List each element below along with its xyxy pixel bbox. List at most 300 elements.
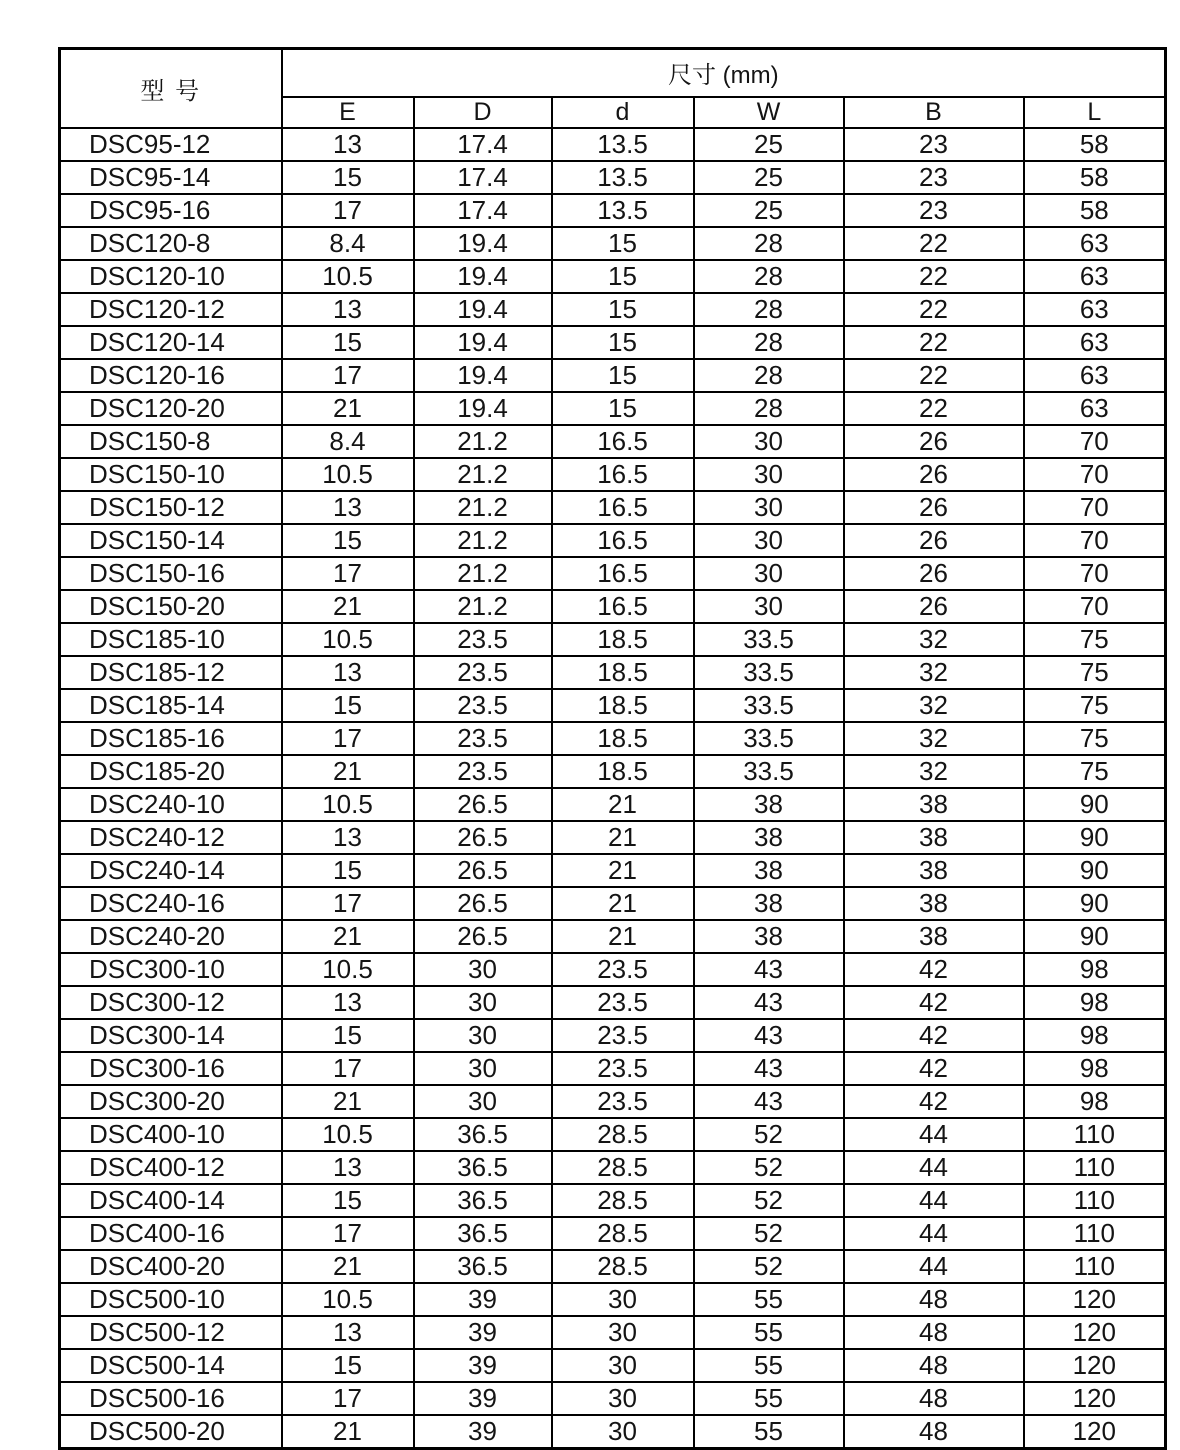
value-cell: 19.4: [414, 260, 552, 293]
value-cell: 44: [844, 1151, 1024, 1184]
table-row: [60, 1415, 1166, 1449]
table-row: [60, 1250, 1166, 1283]
value-cell: 42: [844, 953, 1024, 986]
value-cell: 21: [552, 887, 694, 920]
value-cell: 22: [844, 359, 1024, 392]
table-row: [60, 656, 1166, 689]
value-cell: 17.4: [414, 194, 552, 227]
value-cell: 13: [282, 1316, 414, 1349]
value-cell: 18.5: [552, 689, 694, 722]
value-cell: 43: [694, 986, 844, 1019]
table-row: [60, 1019, 1166, 1052]
value-cell: 30: [414, 986, 552, 1019]
model-cell: DSC120-12: [60, 293, 282, 326]
model-cell: DSC400-20: [60, 1250, 282, 1283]
value-cell: 38: [844, 887, 1024, 920]
value-cell: 10.5: [282, 458, 414, 491]
value-cell: 30: [552, 1349, 694, 1382]
value-cell: 23.5: [414, 689, 552, 722]
value-cell: 38: [694, 920, 844, 953]
table-row: [60, 887, 1166, 920]
value-cell: 21: [282, 1415, 414, 1449]
table-row: [60, 1217, 1166, 1250]
value-cell: 120: [1024, 1316, 1166, 1349]
model-cell: DSC95-14: [60, 161, 282, 194]
value-cell: 10.5: [282, 788, 414, 821]
value-cell: 32: [844, 656, 1024, 689]
value-cell: 23: [844, 128, 1024, 161]
value-cell: 17.4: [414, 161, 552, 194]
value-cell: 22: [844, 293, 1024, 326]
value-cell: 70: [1024, 425, 1166, 458]
value-cell: 30: [694, 425, 844, 458]
model-cell: DSC300-10: [60, 953, 282, 986]
value-cell: 26: [844, 524, 1024, 557]
value-cell: 110: [1024, 1184, 1166, 1217]
table-header: [60, 49, 1166, 128]
value-cell: 15: [552, 359, 694, 392]
value-cell: 52: [694, 1151, 844, 1184]
model-cell: DSC400-10: [60, 1118, 282, 1151]
value-cell: 21: [282, 392, 414, 425]
table-row: [60, 854, 1166, 887]
table-row: [60, 392, 1166, 425]
value-cell: 120: [1024, 1382, 1166, 1415]
table-row: [60, 491, 1166, 524]
model-cell: DSC240-12: [60, 821, 282, 854]
dimension-column-header-E: E: [282, 97, 414, 128]
model-cell: DSC150-12: [60, 491, 282, 524]
value-cell: 55: [694, 1382, 844, 1415]
value-cell: 98: [1024, 1085, 1166, 1118]
table-row: [60, 293, 1166, 326]
value-cell: 10.5: [282, 623, 414, 656]
value-cell: 19.4: [414, 359, 552, 392]
table-row: [60, 623, 1166, 656]
value-cell: 90: [1024, 788, 1166, 821]
value-cell: 13: [282, 128, 414, 161]
value-cell: 22: [844, 227, 1024, 260]
value-cell: 52: [694, 1184, 844, 1217]
table-row: [60, 128, 1166, 161]
value-cell: 13: [282, 293, 414, 326]
model-cell: DSC185-12: [60, 656, 282, 689]
value-cell: 32: [844, 689, 1024, 722]
value-cell: 23.5: [414, 623, 552, 656]
value-cell: 19.4: [414, 326, 552, 359]
value-cell: 75: [1024, 722, 1166, 755]
value-cell: 30: [694, 491, 844, 524]
value-cell: 30: [694, 590, 844, 623]
value-cell: 17: [282, 1382, 414, 1415]
value-cell: 33.5: [694, 722, 844, 755]
value-cell: 25: [694, 161, 844, 194]
table-row: [60, 755, 1166, 788]
value-cell: 38: [844, 821, 1024, 854]
value-cell: 52: [694, 1217, 844, 1250]
model-cell: DSC150-8: [60, 425, 282, 458]
model-cell: DSC95-16: [60, 194, 282, 227]
value-cell: 26: [844, 425, 1024, 458]
value-cell: 55: [694, 1349, 844, 1382]
model-cell: DSC300-20: [60, 1085, 282, 1118]
value-cell: 38: [844, 920, 1024, 953]
value-cell: 15: [282, 524, 414, 557]
value-cell: 22: [844, 260, 1024, 293]
table-row: [60, 1349, 1166, 1382]
value-cell: 33.5: [694, 689, 844, 722]
model-cell: DSC150-20: [60, 590, 282, 623]
value-cell: 16.5: [552, 425, 694, 458]
value-cell: 21: [552, 821, 694, 854]
value-cell: 110: [1024, 1250, 1166, 1283]
value-cell: 43: [694, 953, 844, 986]
value-cell: 30: [414, 1085, 552, 1118]
value-cell: 38: [694, 887, 844, 920]
model-cell: DSC120-14: [60, 326, 282, 359]
model-cell: DSC185-20: [60, 755, 282, 788]
table-row: [60, 524, 1166, 557]
value-cell: 15: [282, 689, 414, 722]
value-cell: 15: [282, 161, 414, 194]
value-cell: 15: [552, 326, 694, 359]
value-cell: 23.5: [552, 1019, 694, 1052]
value-cell: 28: [694, 326, 844, 359]
value-cell: 30: [414, 1052, 552, 1085]
model-cell: DSC500-14: [60, 1349, 282, 1382]
value-cell: 30: [694, 557, 844, 590]
table-row: [60, 227, 1166, 260]
value-cell: 110: [1024, 1118, 1166, 1151]
value-cell: 98: [1024, 953, 1166, 986]
model-cell: DSC120-8: [60, 227, 282, 260]
value-cell: 30: [552, 1283, 694, 1316]
model-cell: DSC500-10: [60, 1283, 282, 1316]
value-cell: 15: [282, 1349, 414, 1382]
value-cell: 48: [844, 1316, 1024, 1349]
value-cell: 90: [1024, 920, 1166, 953]
value-cell: 33.5: [694, 623, 844, 656]
table-row: [60, 260, 1166, 293]
value-cell: 26.5: [414, 821, 552, 854]
value-cell: 63: [1024, 260, 1166, 293]
value-cell: 25: [694, 194, 844, 227]
value-cell: 30: [414, 953, 552, 986]
value-cell: 13: [282, 821, 414, 854]
dimension-column-header-d: d: [552, 97, 694, 128]
value-cell: 48: [844, 1382, 1024, 1415]
value-cell: 55: [694, 1415, 844, 1449]
value-cell: 21: [552, 920, 694, 953]
table-row: [60, 1151, 1166, 1184]
value-cell: 38: [694, 788, 844, 821]
value-cell: 16.5: [552, 458, 694, 491]
table-row: [60, 326, 1166, 359]
value-cell: 26: [844, 458, 1024, 491]
table-row: [60, 1283, 1166, 1316]
value-cell: 22: [844, 392, 1024, 425]
table-row: [60, 821, 1166, 854]
value-cell: 13.5: [552, 194, 694, 227]
table-row: [60, 1184, 1166, 1217]
value-cell: 63: [1024, 293, 1166, 326]
value-cell: 13.5: [552, 128, 694, 161]
table-row: [60, 1316, 1166, 1349]
value-cell: 33.5: [694, 755, 844, 788]
table-row: [60, 788, 1166, 821]
value-cell: 43: [694, 1019, 844, 1052]
value-cell: 17: [282, 1217, 414, 1250]
value-cell: 28.5: [552, 1151, 694, 1184]
value-cell: 13: [282, 1151, 414, 1184]
model-column-header: 型 号: [60, 49, 282, 128]
value-cell: 36.5: [414, 1118, 552, 1151]
value-cell: 26: [844, 557, 1024, 590]
model-cell: DSC300-16: [60, 1052, 282, 1085]
value-cell: 63: [1024, 359, 1166, 392]
value-cell: 48: [844, 1283, 1024, 1316]
value-cell: 21.2: [414, 524, 552, 557]
value-cell: 26: [844, 590, 1024, 623]
value-cell: 18.5: [552, 656, 694, 689]
value-cell: 70: [1024, 590, 1166, 623]
value-cell: 21: [282, 1085, 414, 1118]
value-cell: 17: [282, 194, 414, 227]
value-cell: 28: [694, 392, 844, 425]
dimensions-group-header: 尺寸 (mm): [282, 49, 1166, 97]
value-cell: 21: [282, 1250, 414, 1283]
table-row: [60, 359, 1166, 392]
model-cell: DSC240-20: [60, 920, 282, 953]
value-cell: 70: [1024, 491, 1166, 524]
table-row: [60, 194, 1166, 227]
value-cell: 36.5: [414, 1217, 552, 1250]
value-cell: 26.5: [414, 788, 552, 821]
table-row: [60, 425, 1166, 458]
value-cell: 15: [282, 326, 414, 359]
value-cell: 42: [844, 986, 1024, 1019]
model-cell: DSC300-12: [60, 986, 282, 1019]
table-row: [60, 722, 1166, 755]
value-cell: 15: [282, 1019, 414, 1052]
model-cell: DSC120-10: [60, 260, 282, 293]
model-cell: DSC150-14: [60, 524, 282, 557]
value-cell: 98: [1024, 1019, 1166, 1052]
value-cell: 10.5: [282, 260, 414, 293]
value-cell: 63: [1024, 392, 1166, 425]
table-row: [60, 1085, 1166, 1118]
value-cell: 26.5: [414, 920, 552, 953]
value-cell: 19.4: [414, 293, 552, 326]
value-cell: 75: [1024, 656, 1166, 689]
value-cell: 32: [844, 722, 1024, 755]
value-cell: 42: [844, 1019, 1024, 1052]
value-cell: 15: [282, 854, 414, 887]
table-row: [60, 557, 1166, 590]
value-cell: 58: [1024, 161, 1166, 194]
value-cell: 28: [694, 260, 844, 293]
value-cell: 55: [694, 1283, 844, 1316]
model-cell: DSC400-16: [60, 1217, 282, 1250]
value-cell: 75: [1024, 623, 1166, 656]
value-cell: 23.5: [414, 755, 552, 788]
table-row: [60, 689, 1166, 722]
value-cell: 90: [1024, 887, 1166, 920]
value-cell: 38: [694, 854, 844, 887]
value-cell: 21: [552, 854, 694, 887]
value-cell: 17: [282, 557, 414, 590]
value-cell: 26: [844, 491, 1024, 524]
value-cell: 18.5: [552, 755, 694, 788]
value-cell: 30: [414, 1019, 552, 1052]
dimension-column-header-W: W: [694, 97, 844, 128]
value-cell: 17: [282, 887, 414, 920]
value-cell: 17: [282, 359, 414, 392]
value-cell: 32: [844, 755, 1024, 788]
value-cell: 43: [694, 1085, 844, 1118]
value-cell: 36.5: [414, 1151, 552, 1184]
value-cell: 19.4: [414, 227, 552, 260]
value-cell: 23.5: [552, 1052, 694, 1085]
value-cell: 30: [694, 524, 844, 557]
value-cell: 21: [282, 590, 414, 623]
value-cell: 39: [414, 1316, 552, 1349]
value-cell: 32: [844, 623, 1024, 656]
model-cell: DSC240-16: [60, 887, 282, 920]
value-cell: 23: [844, 161, 1024, 194]
table-row: [60, 1118, 1166, 1151]
value-cell: 44: [844, 1118, 1024, 1151]
value-cell: 42: [844, 1085, 1024, 1118]
value-cell: 110: [1024, 1151, 1166, 1184]
model-cell: DSC300-14: [60, 1019, 282, 1052]
value-cell: 10.5: [282, 953, 414, 986]
value-cell: 33.5: [694, 656, 844, 689]
value-cell: 98: [1024, 986, 1166, 1019]
value-cell: 10.5: [282, 1283, 414, 1316]
value-cell: 38: [694, 821, 844, 854]
value-cell: 75: [1024, 755, 1166, 788]
value-cell: 8.4: [282, 227, 414, 260]
value-cell: 13: [282, 491, 414, 524]
value-cell: 63: [1024, 326, 1166, 359]
model-cell: DSC500-16: [60, 1382, 282, 1415]
value-cell: 18.5: [552, 623, 694, 656]
value-cell: 28.5: [552, 1118, 694, 1151]
value-cell: 21.2: [414, 425, 552, 458]
value-cell: 28: [694, 359, 844, 392]
value-cell: 90: [1024, 821, 1166, 854]
value-cell: 21: [282, 920, 414, 953]
value-cell: 22: [844, 326, 1024, 359]
value-cell: 44: [844, 1217, 1024, 1250]
value-cell: 39: [414, 1382, 552, 1415]
dimension-column-header-D: D: [414, 97, 552, 128]
table-body: [60, 128, 1166, 1449]
table-row: [60, 1052, 1166, 1085]
table-row: [60, 458, 1166, 491]
model-cell: DSC120-20: [60, 392, 282, 425]
value-cell: 39: [414, 1349, 552, 1382]
value-cell: 16.5: [552, 524, 694, 557]
value-cell: 28.5: [552, 1250, 694, 1283]
value-cell: 23.5: [414, 656, 552, 689]
model-cell: DSC150-10: [60, 458, 282, 491]
table-row: [60, 161, 1166, 194]
value-cell: 30: [552, 1316, 694, 1349]
value-cell: 44: [844, 1184, 1024, 1217]
value-cell: 38: [844, 788, 1024, 821]
value-cell: 98: [1024, 1052, 1166, 1085]
value-cell: 15: [552, 392, 694, 425]
value-cell: 90: [1024, 854, 1166, 887]
value-cell: 23.5: [552, 986, 694, 1019]
value-cell: 21.2: [414, 590, 552, 623]
value-cell: 48: [844, 1415, 1024, 1449]
model-cell: DSC185-14: [60, 689, 282, 722]
value-cell: 28.5: [552, 1217, 694, 1250]
value-cell: 28: [694, 293, 844, 326]
value-cell: 13: [282, 656, 414, 689]
value-cell: 120: [1024, 1283, 1166, 1316]
value-cell: 39: [414, 1415, 552, 1449]
value-cell: 17: [282, 1052, 414, 1085]
model-cell: DSC150-16: [60, 557, 282, 590]
value-cell: 52: [694, 1118, 844, 1151]
value-cell: 28: [694, 227, 844, 260]
dimension-column-header-B: B: [844, 97, 1024, 128]
value-cell: 15: [552, 227, 694, 260]
value-cell: 43: [694, 1052, 844, 1085]
value-cell: 8.4: [282, 425, 414, 458]
model-cell: DSC400-12: [60, 1151, 282, 1184]
value-cell: 48: [844, 1349, 1024, 1382]
value-cell: 13.5: [552, 161, 694, 194]
table-row: [60, 986, 1166, 1019]
value-cell: 17: [282, 722, 414, 755]
value-cell: 16.5: [552, 590, 694, 623]
model-cell: DSC240-14: [60, 854, 282, 887]
table-row: [60, 590, 1166, 623]
value-cell: 63: [1024, 227, 1166, 260]
value-cell: 55: [694, 1316, 844, 1349]
value-cell: 58: [1024, 194, 1166, 227]
value-cell: 120: [1024, 1415, 1166, 1449]
value-cell: 70: [1024, 458, 1166, 491]
value-cell: 15: [282, 1184, 414, 1217]
value-cell: 10.5: [282, 1118, 414, 1151]
value-cell: 19.4: [414, 392, 552, 425]
value-cell: 13: [282, 986, 414, 1019]
model-cell: DSC120-16: [60, 359, 282, 392]
value-cell: 58: [1024, 128, 1166, 161]
value-cell: 15: [552, 293, 694, 326]
value-cell: 21: [552, 788, 694, 821]
value-cell: 16.5: [552, 557, 694, 590]
value-cell: 44: [844, 1250, 1024, 1283]
value-cell: 28.5: [552, 1184, 694, 1217]
value-cell: 21: [282, 755, 414, 788]
value-cell: 18.5: [552, 722, 694, 755]
value-cell: 30: [694, 458, 844, 491]
value-cell: 26.5: [414, 887, 552, 920]
table-row: [60, 953, 1166, 986]
value-cell: 42: [844, 1052, 1024, 1085]
value-cell: 21.2: [414, 557, 552, 590]
model-cell: DSC400-14: [60, 1184, 282, 1217]
model-cell: DSC500-12: [60, 1316, 282, 1349]
model-cell: DSC500-20: [60, 1415, 282, 1449]
